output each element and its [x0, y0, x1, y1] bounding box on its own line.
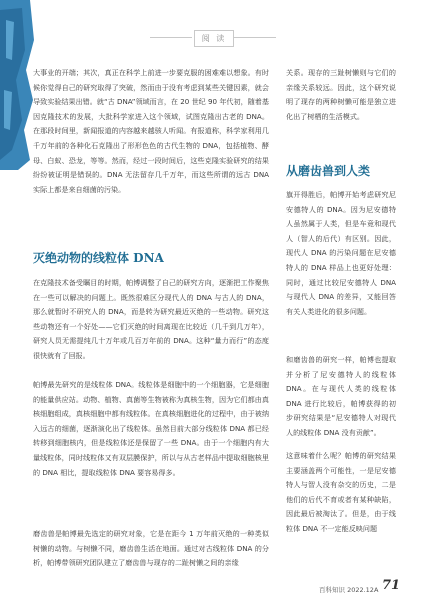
- header-rule-right: [234, 37, 276, 38]
- right-paragraph-1: 关系。现存的三趾树懒则与它们的亲缘关系较远。因此，这个研究说明了现存的两种树懒可能是独立进化出了树栖的生活模式。: [286, 68, 396, 121]
- decorative-blue-illustration: [0, 0, 36, 170]
- right-paragraph-3: 和磨齿兽的研究一样，帕博也提取并分析了尼安德特人的线粒体 DNA。在与现代人类的线粒体 DNA 进行比较后，帕博获得的初步研究结果是“尼安德特人对现代人的线粒体 DNA 没有贡献”。: [286, 355, 396, 437]
- left-paragraph-3: 帕博最先研究的是线粒体 DNA。线粒体是细胞中的一个细胞器，它是细胞的能量供应站。动物、植物、真菌等生物被称为真核生物，因为它们都由真核细胞组成，真核细胞中都有线粒体。在真核细胞进化的过程中，由于被纳入远古的细菌，逐渐演化出了线粒体。虽然目前大部分线粒体 DNA 都已经转移到细胞核内，但是线粒体还是保留了一些 DNA。由于一个细胞内有大量线粒体，同时线粒体又有双层膜保护，所以与从古老样品中提取细胞核里的 DNA 相比，提取线粒体 DNA 要容易得多。: [33, 380, 269, 477]
- left-paragraph-4: 磨齿兽是帕博最先选定的研究对象，它是在距今 1 万年前灭绝的一种类似树懒的动物。与树懒不同，磨齿兽生活在地面。通过对古线粒体 DNA 的分析，帕博带领研究团队建立了磨齿兽与现存的二趾树懒之间的亲缘: [33, 529, 269, 568]
- page-number: 71: [382, 578, 401, 593]
- right-paragraph-2: 旗开得胜后，帕博开始考虑研究尼安德特人的 DNA。因为尼安德特人虽然属于人类，但是车竟和现代人（智人的后代）有区别。因此，现代人 DNA 的污染问题在尼安德特人的 DNA 样品上也更好处理：同时，通过比较尼安德特人 DNA 与现代人 DNA 的差异，又能回答有关人类进化的很多问题。: [286, 190, 396, 316]
- left-paragraph-2: 在克隆技术备受瞩目的时期，帕博调整了自己的研究方向，逐渐把工作聚焦在一些可以解决的问题上。既然很难区分现代人的 DNA 与古人的 DNA，那么就暂时不研究人的 DNA，而是转为研究最近灭绝的一些动物。研究这些动物还有一个好处——它们灭绝的时间离现在比较近（几千到几万年），研究人员无需提纯几十万年或几百万年前的 DNA。这种“量力而行”的态度很快就有了回报。: [33, 278, 269, 360]
- left-paragraph-1: 大事业的开端；其次，真正在科学上前进一步要克服的困难难以想象。有时候你觉得自己的研究取得了突破，然而由于没有考虑到某些关键因素，就会导致实验结果出错。就“古 DNA”领域而言，在 20 世纪 90 年代初，随着基因克隆技术的发展，大批科学家进入这个领域，试图克隆出古老的 DNA。在那段时间里，新闻报道的内容越来越骇人听闻。有报道称，科学家利用几千万年前的各种化石克隆出了形形色色的古代生物的 DNA，包括植物、酵母、白蚁、恐龙，等等。然而，经过一段时间后，这些克隆实验研究的结果纷纷被证明是错误的。DNA 无法留存几千万年，而这些所谓的远古 DNA 实际上都是来自细菌的污染。: [33, 68, 269, 194]
- heading-mitochondrial-dna: 灭绝动物的线粒体 DNA: [33, 251, 164, 265]
- section-label: 阅 读: [194, 30, 234, 47]
- journal-issue: 百科知识 2022.12A: [319, 586, 379, 594]
- heading-mylodon-to-human: 从磨齿兽到人类: [286, 164, 371, 178]
- right-paragraph-4: 这意味着什么呢？帕博的研究结果主要涵盖两个可能性，一是尼安德特人与智人没有杂交的历史，二是他们的后代不育或者有某种缺陷，因此最后被淘汰了。但是，由于线粒体 DNA 不一定能反映问题: [286, 451, 396, 533]
- header-rule-left: [150, 37, 192, 38]
